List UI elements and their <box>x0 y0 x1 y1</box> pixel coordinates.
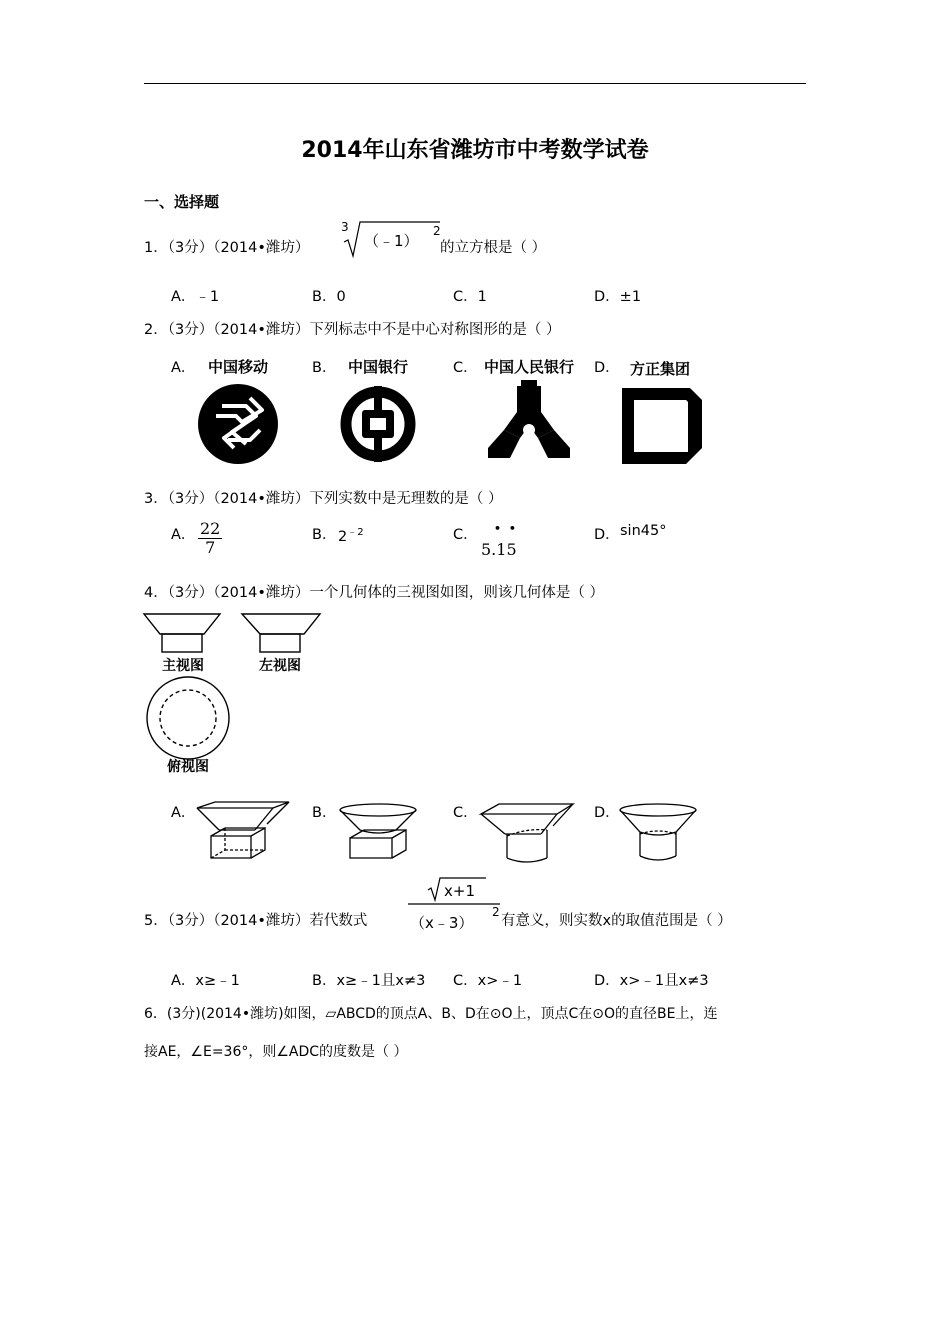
q5-option-d[interactable]: D．x>﹣1且x≠3 <box>594 973 709 989</box>
bank-of-china-logo <box>332 354 424 468</box>
q5-option-c[interactable]: C．x>﹣1 <box>453 973 523 989</box>
q5-numerator: x+1 <box>444 882 475 900</box>
q2-letter-c[interactable]: C． <box>453 360 478 376</box>
q5-denominator: （x﹣3） <box>410 914 474 932</box>
question-2: 2．（3分）（2014•潍坊）下列标志中不是中心对称图形的是（ ） <box>144 322 561 338</box>
q1-option-a[interactable]: A．﹣1 <box>171 289 220 305</box>
q4-letter-c[interactable]: C． <box>453 805 478 821</box>
q1-option-d[interactable]: D．±1 <box>594 289 642 305</box>
svg-text:中国银行: 中国银行 <box>347 358 409 376</box>
q3-b-exponent: ﹣2 <box>347 527 364 538</box>
question-5-prefix: 5．（3分）（2014•潍坊）若代数式 <box>144 913 368 929</box>
side-view <box>242 614 320 652</box>
q4-solid-d <box>616 800 706 866</box>
q2-letter-a[interactable]: A． <box>171 360 196 376</box>
q3-a-denominator: 7 <box>205 538 216 557</box>
q3-option-b-value <box>338 523 364 545</box>
three-view-diagram <box>140 608 330 778</box>
q3-option-a-fraction <box>198 520 222 557</box>
svg-text:中国人民银行: 中国人民银行 <box>483 358 575 376</box>
q1-option-c[interactable]: C．1 <box>453 289 487 305</box>
peoples-bank-logo <box>474 354 584 468</box>
front-view-label: 主视图 <box>162 658 204 674</box>
question-6-line-1: 6．(3分)(2014•潍坊)如图，▱ABCD的顶点A、B、D在⊙O上，顶点C在⊙O的直径BE上，连 <box>144 1006 718 1022</box>
q5-algebraic-expression <box>406 876 506 938</box>
svg-text:方正集团: 方正集团 <box>629 360 691 378</box>
question-4: 4．（3分）（2014•潍坊）一个几何体的三视图如图，则该几何体是（ ） <box>144 585 605 601</box>
q3-option-d-value: sin45° <box>620 523 667 539</box>
q3-option-c-value: 5.15 <box>481 540 517 559</box>
q5-option-a[interactable]: A．x≥﹣1 <box>171 973 240 989</box>
q1-suffix: 的立方根是（ ） <box>440 240 547 256</box>
q3-letter-b[interactable]: B． <box>312 527 337 543</box>
q4-solid-c <box>477 800 577 866</box>
question-6-line-2: 接AE，∠E=36°，则∠ADC的度数是（ ） <box>144 1044 408 1060</box>
q3-letter-d[interactable]: D． <box>594 527 620 543</box>
question-3: 3．（3分）（2014•潍坊）下列实数中是无理数的是（ ） <box>144 491 503 507</box>
page-title: 2014年山东省潍坊市中考数学试卷 <box>301 138 649 163</box>
q1-exponent: 2 <box>433 224 441 238</box>
q3-a-numerator: 22 <box>200 519 221 538</box>
top-view-label: 俯视图 <box>167 759 209 775</box>
q3-b-base: 2 <box>338 528 348 545</box>
q5-option-b[interactable]: B．x≥﹣1且x≠3 <box>312 973 426 989</box>
q2-letter-d[interactable]: D． <box>594 360 620 376</box>
q3-c-repeating-dots: • • <box>494 522 518 535</box>
q1-radicand: （﹣1） <box>364 232 419 250</box>
q5-exponent: 2 <box>492 905 500 919</box>
founder-group-logo <box>614 354 714 468</box>
svg-text:中国移动: 中国移动 <box>207 358 269 376</box>
q1-radical-index: 3 <box>341 220 349 234</box>
side-view-label: 左视图 <box>259 658 301 674</box>
q4-letter-b[interactable]: B． <box>312 805 337 821</box>
q3-letter-a[interactable]: A． <box>171 527 196 543</box>
header-rule <box>144 83 806 84</box>
q1-cube-root-expression <box>338 218 448 260</box>
q4-letter-a[interactable]: A． <box>171 805 196 821</box>
question-5-suffix: 有意义，则实数x的取值范围是（ ） <box>501 913 732 929</box>
top-view <box>147 677 229 759</box>
q4-letter-d[interactable]: D． <box>594 805 620 821</box>
front-view <box>144 614 220 652</box>
q4-solid-a <box>193 800 293 862</box>
section-heading: 一、选择题 <box>144 193 220 211</box>
q1-option-b[interactable]: B．0 <box>312 289 346 305</box>
q4-solid-b <box>336 800 426 862</box>
question-1 <box>144 236 309 257</box>
q1-prefix: 1．（3分）（2014•潍坊） <box>144 240 310 256</box>
q3-letter-c[interactable]: C． <box>453 527 478 543</box>
q2-letter-b[interactable]: B． <box>312 360 337 376</box>
china-mobile-logo <box>192 354 284 468</box>
